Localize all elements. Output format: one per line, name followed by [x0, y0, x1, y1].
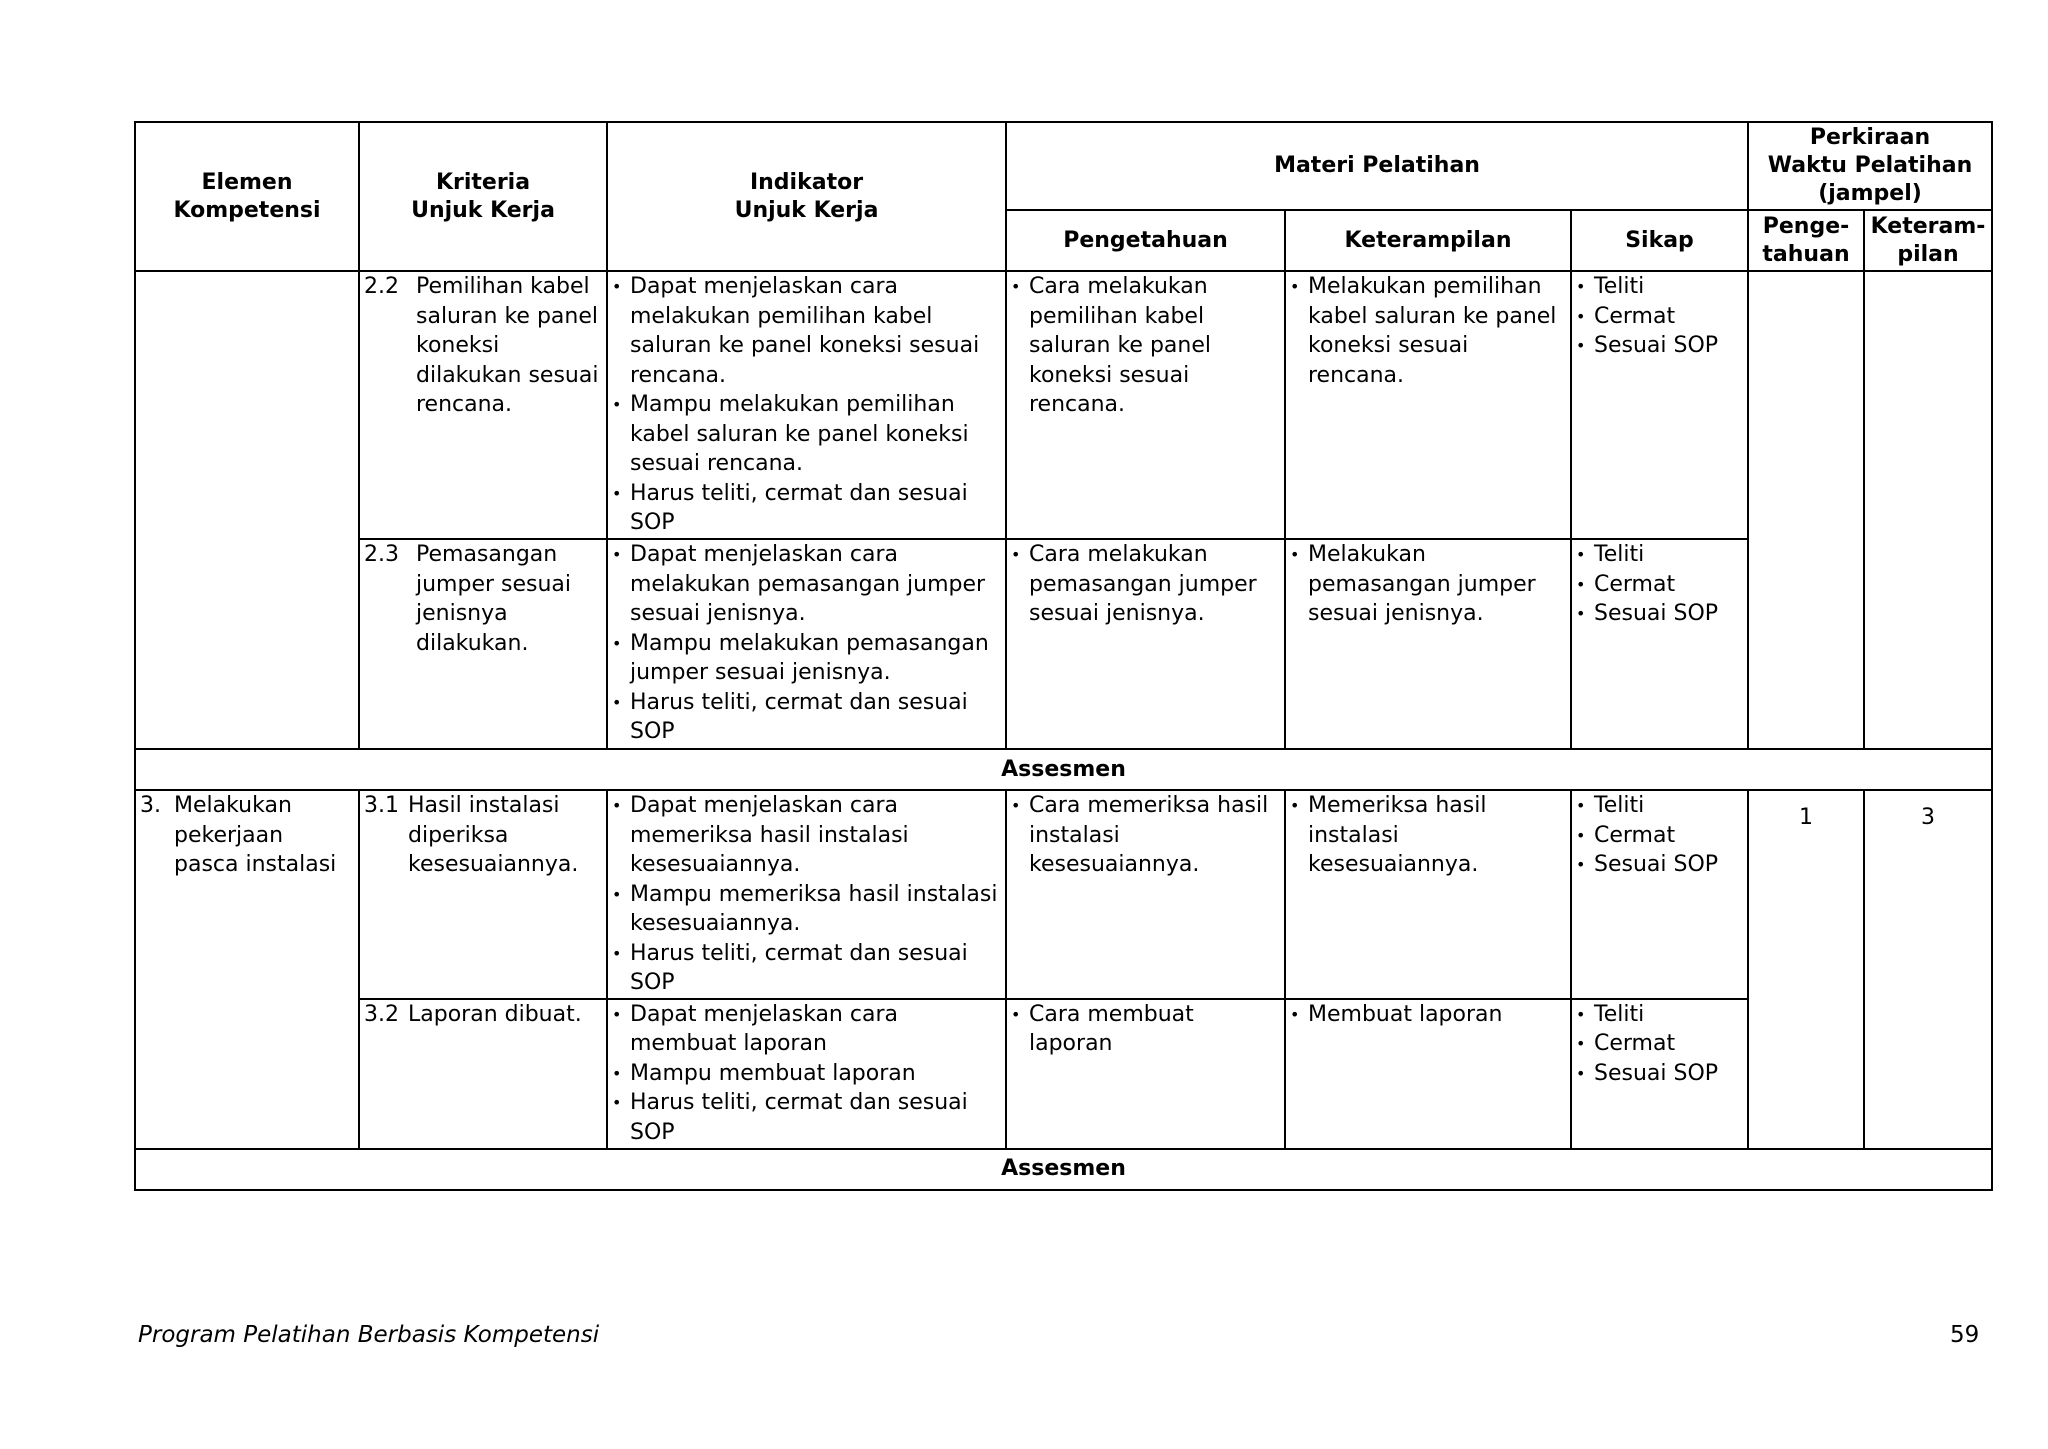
kuk-text: Pemasangan jumper sesuai jenisnya dilakukan.: [416, 542, 572, 656]
list-item: • Cara membuat laporan: [1011, 1000, 1280, 1059]
list-item: • Sesuai SOP: [1576, 599, 1743, 629]
list-item: • Cara melakukan pemasangan jumper sesuai jenisnya.: [1011, 540, 1280, 629]
kuk-cell: [359, 539, 607, 749]
elemen-cell-empty: [135, 271, 359, 749]
sikap-cell: [1571, 271, 1748, 539]
list-item: • Memeriksa hasil instalasi kesesuaiannya.: [1290, 791, 1566, 880]
jp-keterampilan-empty: [1864, 271, 1992, 749]
pengetahuan-cell: [1006, 539, 1285, 749]
list-item: • Teliti: [1576, 791, 1743, 821]
list-item: • Mampu melakukan pemilihan kabel saluran ke panel koneksi sesuai rencana.: [612, 390, 1001, 479]
indikator-cell: [607, 271, 1006, 539]
list-item: • Cermat: [1576, 821, 1743, 851]
list-item: • Mampu memeriksa hasil instalasi kesesuaiannya.: [612, 880, 1001, 939]
list-item: • Melakukan pemasangan jumper sesuai jenisnya.: [1290, 540, 1566, 629]
kuk-number: 3.2: [364, 1001, 399, 1027]
list-item: • Sesuai SOP: [1576, 850, 1743, 880]
kuk-text: Pemilihan kabel saluran ke panel koneksi dilakukan sesuai rencana.: [416, 274, 599, 417]
header-kriteria: Kriteria Unjuk Kerja: [359, 122, 607, 271]
kuk-cell: [359, 999, 607, 1149]
assesmen-label: Assesmen: [135, 749, 1992, 790]
pengetahuan-cell: [1006, 271, 1285, 539]
pengetahuan-cell: [1006, 999, 1285, 1149]
header-perkiraan: Perkiraan Waktu Pelatihan (jampel): [1748, 122, 1992, 210]
list-item: • Teliti: [1576, 540, 1743, 570]
keterampilan-cell: [1285, 999, 1571, 1149]
footer-program-title: Program Pelatihan Berbasis Kompetensi: [138, 1322, 600, 1348]
list-item: • Cara memeriksa hasil instalasi kesesuaiannya.: [1011, 791, 1280, 880]
list-item: • Cermat: [1576, 1029, 1743, 1059]
list-item: • Harus teliti, cermat dan sesuai SOP: [612, 688, 1001, 747]
sikap-cell: [1571, 539, 1748, 749]
jp-pengetahuan: 1: [1748, 790, 1864, 1149]
table-row: [135, 999, 1992, 1149]
pengetahuan-cell: [1006, 790, 1285, 999]
list-item: • Cermat: [1576, 570, 1743, 600]
list-item: • Dapat menjelaskan cara melakukan pemilihan kabel saluran ke panel koneksi sesuai rencana.: [612, 272, 1001, 390]
assesmen-row: [135, 749, 1992, 790]
list-item: • Dapat menjelaskan cara membuat laporan: [612, 1000, 1001, 1059]
list-item: • Harus teliti, cermat dan sesuai SOP: [612, 1088, 1001, 1147]
list-item: • Mampu membuat laporan: [612, 1059, 1001, 1089]
keterampilan-cell: [1285, 790, 1571, 999]
page-number: 59: [1950, 1322, 1980, 1348]
elemen-number: 3.: [140, 793, 161, 818]
list-item: • Membuat laporan: [1290, 1000, 1566, 1030]
table-row: [135, 271, 1992, 539]
jp-keterampilan: 3: [1864, 790, 1992, 1149]
list-item: • Mampu melakukan pemasangan jumper sesuai jenisnya.: [612, 629, 1001, 688]
list-item: • Teliti: [1576, 1000, 1743, 1030]
sikap-cell: [1571, 790, 1748, 999]
kuk-cell: [359, 790, 607, 999]
elemen-cell: [135, 790, 359, 1149]
header-pengetahuan: Pengetahuan: [1006, 210, 1285, 271]
kuk-number: 3.1: [364, 793, 399, 818]
header-keteram-pilan: Keteram- pilan: [1864, 210, 1992, 271]
list-item: • Melakukan pemilihan kabel saluran ke panel koneksi sesuai rencana.: [1290, 272, 1566, 390]
indikator-cell: [607, 539, 1006, 749]
list-item: • Sesuai SOP: [1576, 1059, 1743, 1089]
elemen-text: Melakukan pekerjaan pasca instalasi: [174, 793, 337, 877]
jp-pengetahuan-empty: [1748, 271, 1864, 749]
list-item: • Cermat: [1576, 302, 1743, 332]
header-materi: Materi Pelatihan: [1006, 122, 1748, 210]
list-item: • Harus teliti, cermat dan sesuai SOP: [612, 939, 1001, 998]
kuk-number: 2.3: [364, 542, 399, 567]
header-keterampilan: Keterampilan: [1285, 210, 1571, 271]
header-sikap: Sikap: [1571, 210, 1748, 271]
list-item: • Dapat menjelaskan cara memeriksa hasil instalasi kesesuaiannya.: [612, 791, 1001, 880]
table-row: [135, 539, 1992, 749]
list-item: • Teliti: [1576, 272, 1743, 302]
table-row: [135, 790, 1992, 999]
header-indikator: Indikator Unjuk Kerja: [607, 122, 1006, 271]
kuk-text: Laporan dibuat.: [408, 1001, 582, 1027]
keterampilan-cell: [1285, 539, 1571, 749]
kuk-number: 2.2: [364, 274, 399, 299]
kuk-text: Hasil instalasi diperiksa kesesuaiannya.: [408, 793, 579, 877]
sikap-cell: [1571, 999, 1748, 1149]
list-item: • Dapat menjelaskan cara melakukan pemasangan jumper sesuai jenisnya.: [612, 540, 1001, 629]
list-item: • Sesuai SOP: [1576, 331, 1743, 361]
keterampilan-cell: [1285, 271, 1571, 539]
competency-table: [134, 121, 1993, 1191]
header-penge-tahuan: Penge- tahuan: [1748, 210, 1864, 271]
header-elemen: Elemen Kompetensi: [135, 122, 359, 271]
kuk-cell: [359, 271, 607, 539]
assesmen-label: Assesmen: [135, 1149, 1992, 1190]
list-item: • Harus teliti, cermat dan sesuai SOP: [612, 479, 1001, 538]
assesmen-row: [135, 1149, 1992, 1190]
list-item: • Cara melakukan pemilihan kabel saluran ke panel koneksi sesuai rencana.: [1011, 272, 1280, 420]
indikator-cell: [607, 790, 1006, 999]
indikator-cell: [607, 999, 1006, 1149]
